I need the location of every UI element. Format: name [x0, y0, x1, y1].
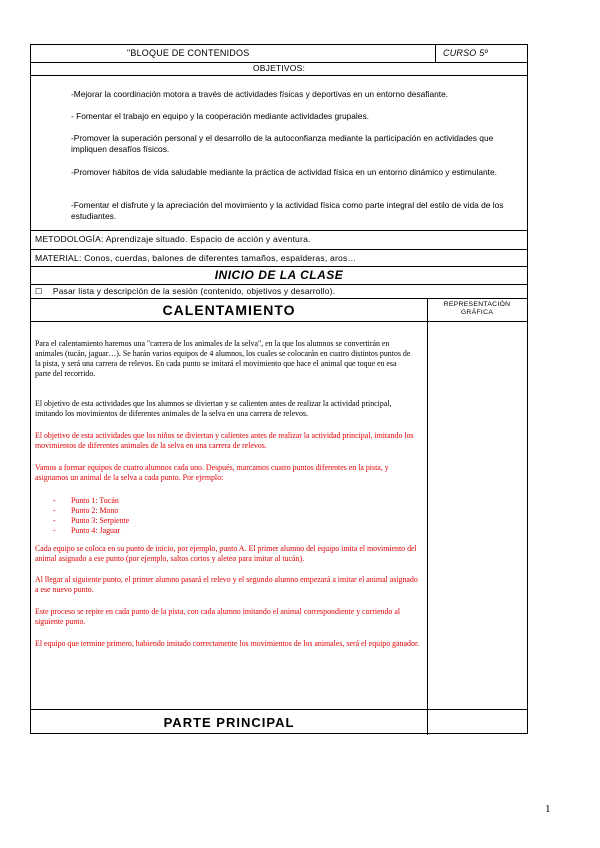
checkbox-icon: ☐ — [35, 287, 43, 296]
start-item — [35, 286, 527, 296]
objective-item: -Mejorar la coordinación motora a través de actividades físicas y deportivas en un entorno desafiante. — [71, 89, 449, 99]
header-divider — [435, 45, 436, 62]
graphic-header: REPRESENTACIÓN GRÁFICA — [443, 301, 511, 316]
list-item: - Punto 3: Serpiente — [35, 516, 235, 526]
warmup-paragraph: El objetivo de esta actividades que los alumnos se diviertan y se calienten antes de realizar la actividad principal, imitando los movimientos de diferentes animales de la selva en una carrera de relevos. — [35, 399, 392, 418]
warmup-paragraph: Vamos a formar equipos de cuatro alumnos cada uno. Después, marcamos cuatro puntos diferentes en la pista, y asignamos un animal de la selva a cada punto. Por ejemplo: — [35, 463, 389, 482]
list-item: - Punto 4: Jaguar — [35, 526, 235, 536]
material: MATERIAL: Conos, cuerdas, balones de diferentes tamaños, espalderas, aros… — [35, 253, 357, 263]
list-item: - Punto 2: Mono — [35, 506, 235, 516]
divider — [31, 284, 527, 285]
warmup-paragraph: El objetivo de esta actividades que los niños se diviertan y calientes antes de realizar la actividad principal, imitando los movimientos de diferentes animales de la selva en una carrera de relevos. — [35, 431, 414, 450]
block-title: "BLOQUE DE CONTENIDOS — [127, 48, 250, 58]
graphic-column-divider — [427, 298, 428, 735]
start-item-text: Pasar lista y descripción de la sesión (contenido, objetivos y desarrollo). — [52, 286, 336, 296]
objectives-title: OBJETIVOS: — [252, 63, 306, 73]
divider — [31, 298, 527, 299]
divider — [31, 321, 527, 322]
list-item: - Punto 1: Tucán — [35, 496, 235, 506]
objective-item: -Fomentar el disfrute y la apreciación del movimiento y la actividad física como parte integral del estilo de vida de los estudiantes. — [71, 200, 504, 221]
lesson-plan-table — [30, 44, 528, 734]
page-number: 1 — [545, 803, 551, 815]
methodology: METODOLOGÍA: Aprendizaje situado. Espacio de acción y aventura. — [35, 234, 311, 244]
divider — [31, 266, 527, 267]
objective-item: -Promover hábitos de vida saludable mediante la práctica de actividad física en un entorno dinámico y estimulante. — [71, 167, 497, 177]
objective-item: -Promover la superación personal y el desarrollo de la autoconfianza mediante la participación en actividades que impliquen desafíos físicos. — [71, 133, 494, 154]
divider — [31, 249, 527, 250]
course-label: CURSO 5º — [443, 48, 488, 58]
points-list — [35, 496, 235, 536]
header-row — [31, 47, 527, 61]
objective-item: - Fomentar el trabajo en equipo y la cooperación mediante actividades grupales. — [71, 111, 369, 121]
divider — [31, 75, 527, 76]
divider — [31, 230, 527, 231]
warmup-paragraph: Cada equipo se coloca en su punto de inicio, por ejemplo, punto A. El primer alumno del equipo imita el movimiento del animal asignado a ese punto (por ejemplo, saltos cortos y aleteo para imitar al tucán). — [35, 544, 417, 563]
warmup-paragraph: Este proceso se repite en cada punto de la pista, con cada alumno imitando el animal correspondiente y corriendo al siguiente punto. — [35, 607, 401, 626]
warmup-paragraph: El equipo que termine primero, habiendo imitado correctamente los movimientos de los animales, será el equipo ganador. — [35, 639, 420, 648]
warmup-paragraph: Para el calentamiento haremos una "carrera de los animales de la selva", en la que los alumnos se convertirán en animales (tucán, jaguar…). Se harán varios equipos de 4 alumnos, los cuales se colocarán en cuatro distintos puntos de la pista, y será una carrera de relevos. En cada punto se imitará el movimiento que hace el animal que toque en esa parte del recorrido. — [35, 339, 411, 378]
main-part-title: PARTE PRINCIPAL — [163, 715, 295, 730]
start-title: INICIO DE LA CLASE — [214, 268, 344, 282]
warmup-paragraph: Al llegar al siguiente punto, el primer alumno pasará el relevo y el segundo alumno empezará a imitar el animal asignado a ese nuevo punto. — [35, 575, 418, 594]
warmup-title: CALENTAMIENTO — [162, 302, 296, 318]
divider — [31, 709, 527, 710]
